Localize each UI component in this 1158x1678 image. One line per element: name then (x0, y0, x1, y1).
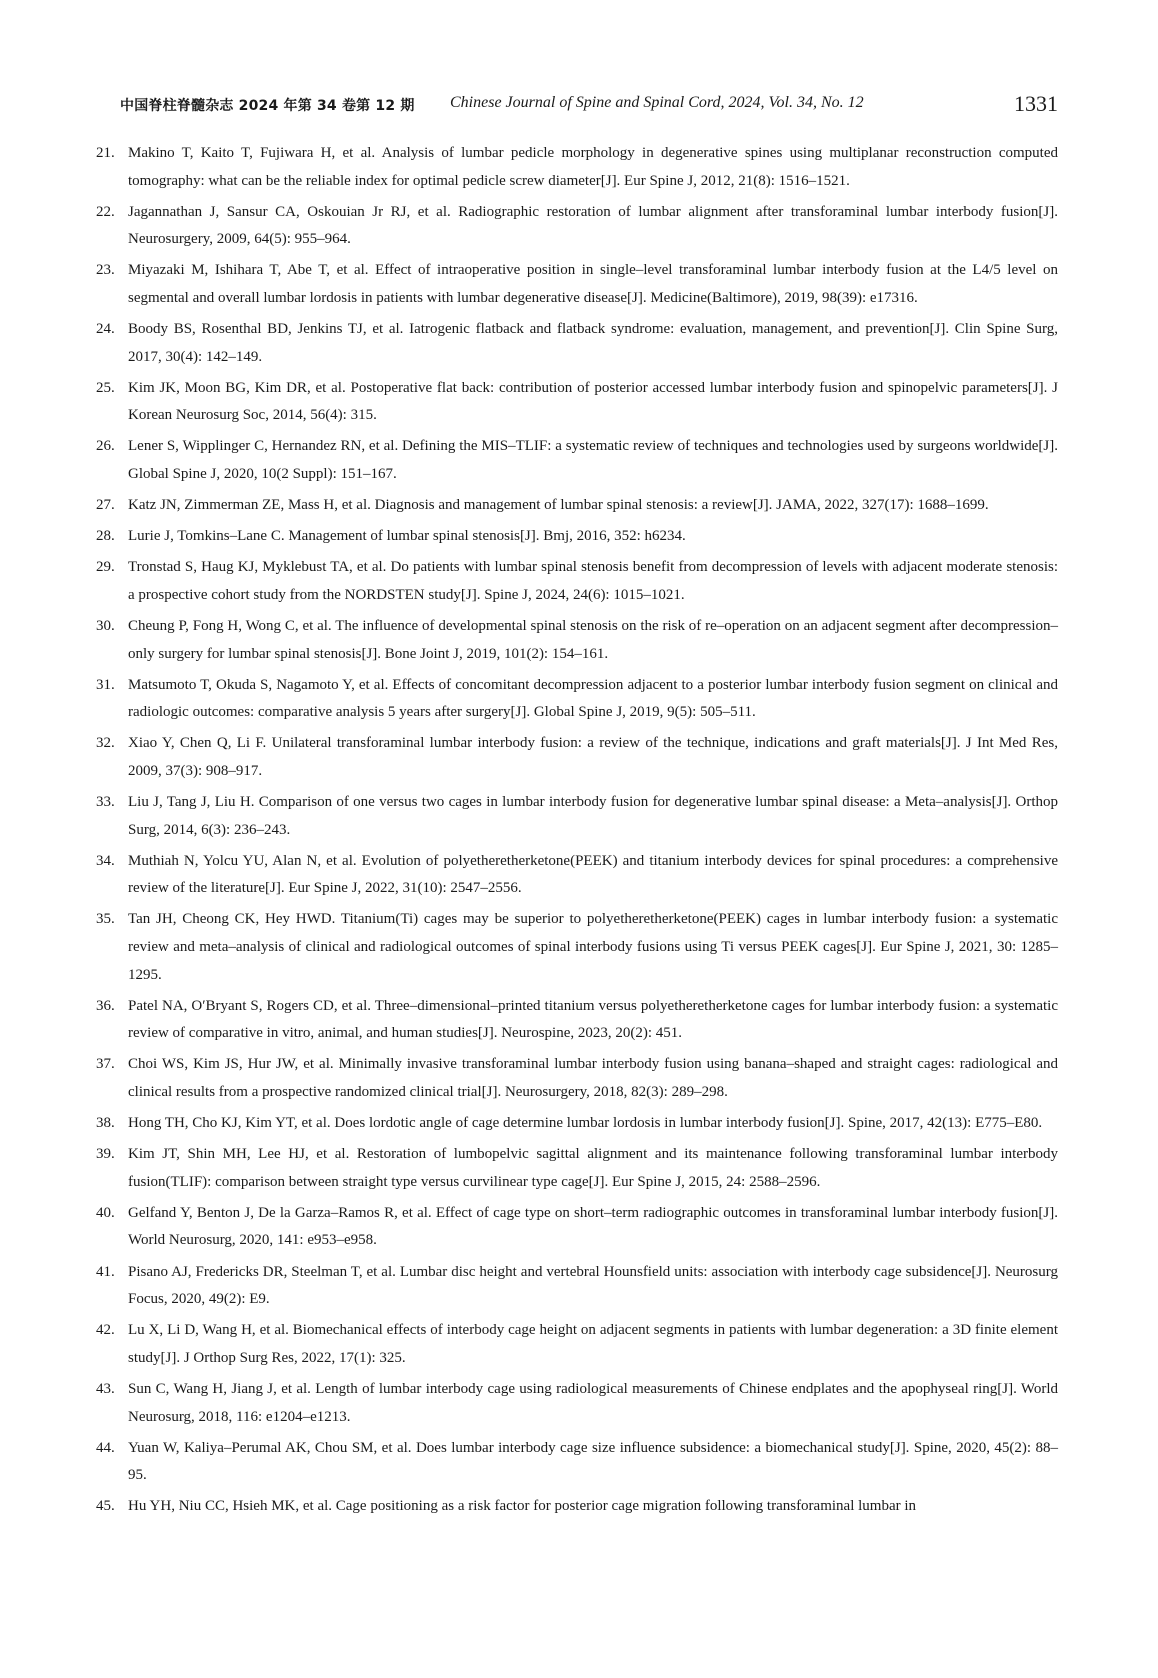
reference-text: Matsumoto T, Okuda S, Nagamoto Y, et al. Effects of concomitant decompression adjacent to a posterior lumbar interbody fusion segment on clinical and radiologic outcomes: comparative analysis 5 years after surgery[J]. Global Spine J, 2019, 9(5): 505–511. (128, 676, 1058, 721)
reference-text: Cheung P, Fong H, Wong C, et al. The influence of developmental spinal stenosis on the risk of re–operation on an adjacent segment after decompression–only surgery for lumbar spinal stenosis[J]. Bone Joint J, 2019, 101(2): 154–161. (128, 618, 1058, 662)
reference-number: 45. (96, 1498, 115, 1515)
reference-item (96, 1435, 1058, 1490)
reference-number: 32. (96, 735, 115, 752)
reference-number: 28. (96, 528, 115, 545)
reference-text: Jagannathan J, Sansur CA, Oskouian Jr RJ, et al. Radiographic restoration of lumbar alignment after transforaminal lumbar interbody fusion[J]. Neurosurgery, 2009, 64(5): 955–964. (128, 203, 1058, 248)
reference-text: Boody BS, Rosenthal BD, Jenkins TJ, et al. Iatrogenic flatback and flatback syndrome: evaluation, management, and prevention[J]. Clin Spine Surg, 2017, 30(4): 142–149. (128, 321, 1058, 365)
reference-text: Patel NA, O′Bryant S, Rogers CD, et al. Three–dimensional–printed titanium versus polyetheretherketone cages for lumbar interbody fusion: a systematic review of comparative in vitro, animal, and human studies[J]. Neurospine, 2023, 20(2): 451. (128, 997, 1058, 1042)
reference-number: 42. (96, 1322, 115, 1339)
reference-item (96, 523, 1058, 551)
reference-text: Gelfand Y, Benton J, De la Garza–Ramos R, et al. Effect of cage type on short–term radiographic outcomes in transforaminal lumbar interbody fusion[J]. World Neurosurg, 2020, 141: e953–e958. (128, 1204, 1058, 1249)
reference-number: 26. (96, 438, 115, 455)
reference-item (96, 1317, 1058, 1372)
reference-item (96, 199, 1058, 254)
reference-number: 36. (96, 997, 115, 1014)
reference-number: 31. (96, 676, 115, 693)
reference-item (96, 848, 1058, 903)
reference-text: Pisano AJ, Fredericks DR, Steelman T, et al. Lumbar disc height and vertebral Hounsfield units: association with interbody cage subsidence[J]. Neurosurg Focus, 2020, 49(2): E9. (128, 1263, 1058, 1308)
page-header (120, 93, 1058, 123)
reference-item (96, 492, 1058, 520)
reference-number: 41. (96, 1263, 115, 1280)
journal-title-chinese: 中国脊柱脊髓杂志 2024 年第 34 卷第 12 期 (120, 98, 415, 114)
reference-item (96, 993, 1058, 1048)
reference-text: Yuan W, Kaliya–Perumal AK, Chou SM, et al. Does lumbar interbody cage size influence subsidence: a biomechanical study[J]. Spine, 2020, 45(2): 88–95. (128, 1439, 1058, 1484)
reference-number: 22. (96, 203, 115, 220)
reference-text: Lener S, Wipplinger C, Hernandez RN, et al. Defining the MIS–TLIF: a systematic review of techniques and technologies used by surgeons worldwide[J]. Global Spine J, 2020, 10(2 Suppl): 151–167. (128, 438, 1058, 483)
journal-title-english: Chinese Journal of Spine and Spinal Cord, 2024, Vol. 34, No. 12 (450, 94, 864, 111)
reference-text: Xiao Y, Chen Q, Li F. Unilateral transforaminal lumbar interbody fusion: a review of the technique, indications and graft materials[J]. J Int Med Res, 2009, 37(3): 908–917. (128, 735, 1058, 779)
reference-text: Kim JK, Moon BG, Kim DR, et al. Postoperative flat back: contribution of posterior accessed lumbar interbody fusion and spinopelvic parameters[J]. J Korean Neurosurg Soc, 2014, 56(4): 315. (128, 379, 1058, 424)
reference-number: 37. (96, 1056, 115, 1073)
reference-item (96, 433, 1058, 488)
reference-number: 38. (96, 1115, 115, 1132)
reference-item (96, 1051, 1058, 1106)
reference-number: 35. (96, 911, 115, 928)
reference-text: Miyazaki M, Ishihara T, Abe T, et al. Effect of intraoperative position in single–level transforaminal lumbar interbody fusion at the L4/5 level on segmental and overall lumbar lordosis in patients with lumbar degenerative disease[J]. Medicine(Baltimore), 2019, 98(39): e17316. (128, 262, 1058, 306)
reference-number: 33. (96, 794, 115, 811)
reference-text: Muthiah N, Yolcu YU, Alan N, et al. Evolution of polyetheretherketone(PEEK) and titanium interbody devices for spinal procedures: a comprehensive review of the literature[J]. Eur Spine J, 2022, 31(10): 2547–2556. (128, 852, 1058, 897)
reference-item (96, 1493, 1058, 1521)
reference-number: 21. (96, 145, 115, 161)
reference-item (96, 789, 1058, 844)
reference-text: Liu J, Tang J, Liu H. Comparison of one versus two cages in lumbar interbody fusion for degenerative lumbar spinal disease: a Meta–analysis[J]. Orthop Surg, 2014, 6(3): 236–243. (128, 794, 1058, 838)
reference-number: 24. (96, 321, 115, 338)
reference-item (96, 730, 1058, 785)
reference-item (96, 257, 1058, 312)
reference-item (96, 906, 1058, 989)
reference-text: Hong TH, Cho KJ, Kim YT, et al. Does lordotic angle of cage determine lumbar lordosis in lumbar interbody fusion[J]. Spine, 2017, 42(13): E775–E80. (128, 1115, 1043, 1132)
reference-number: 39. (96, 1146, 115, 1163)
reference-item (96, 1259, 1058, 1314)
reference-item (96, 1110, 1058, 1138)
reference-item (96, 1200, 1058, 1255)
reference-text: Katz JN, Zimmerman ZE, Mass H, et al. Diagnosis and management of lumbar spinal stenosis: a review[J]. JAMA, 2022, 327(17): 1688–1699. (128, 497, 989, 514)
reference-text: Hu YH, Niu CC, Hsieh MK, et al. Cage positioning as a risk factor for posterior cage migration following transforaminal lumbar in (128, 1498, 917, 1515)
reference-item (96, 554, 1058, 609)
reference-item (96, 375, 1058, 430)
reference-text: Tan JH, Cheong CK, Hey HWD. Titanium(Ti) cages may be superior to polyetheretherketone(PEEK) cages in lumbar interbody fusion: a systematic review and meta–analysis of clinical and radiological outcomes of spinal interbody fusions using Ti versus PEEK cages[J]. Eur Spine J, 2021, 30: 1285–1295. (128, 911, 1058, 983)
reference-number: 44. (96, 1439, 115, 1456)
reference-number: 25. (96, 379, 115, 396)
reference-number: 30. (96, 618, 115, 634)
reference-list (96, 140, 1058, 1524)
page-number: 1331 (1014, 91, 1058, 116)
reference-number: 29. (96, 559, 115, 576)
reference-text: Choi WS, Kim JS, Hur JW, et al. Minimally invasive transforaminal lumbar interbody fusion using banana–shaped and straight cages: radiological and clinical results from a prospective randomized clinical trial[J]. Neurosurgery, 2018, 82(3): 289–298. (128, 1056, 1058, 1100)
reference-number: 40. (96, 1204, 115, 1221)
reference-item (96, 140, 1058, 195)
reference-text: Lurie J, Tomkins–Lane C. Management of lumbar spinal stenosis[J]. Bmj, 2016, 352: h6234. (128, 528, 686, 545)
reference-item (96, 672, 1058, 727)
reference-text: Lu X, Li D, Wang H, et al. Biomechanical effects of interbody cage height on adjacent segments in patients with lumbar degeneration: a 3D finite element study[J]. J Orthop Surg Res, 2022, 17(1): 325. (128, 1322, 1058, 1366)
reference-item (96, 1376, 1058, 1431)
reference-text: Kim JT, Shin MH, Lee HJ, et al. Restoration of lumbopelvic sagittal alignment and its maintenance following transforaminal lumbar interbody fusion(TLIF): comparison between straight type versus curvilinear type cage[J]. Eur Spine J, 2015, 24: 2588–2596. (128, 1146, 1058, 1190)
reference-item (96, 1141, 1058, 1196)
reference-item (96, 316, 1058, 371)
reference-text: Tronstad S, Haug KJ, Myklebust TA, et al. Do patients with lumbar spinal stenosis benefit from decompression of levels with adjacent moderate stenosis: a prospective cohort study from the NORDSTEN study[J]. Spine J, 2024, 24(6): 1015–1021. (128, 559, 1058, 603)
reference-item (96, 613, 1058, 668)
reference-number: 23. (96, 262, 115, 279)
reference-number: 34. (96, 852, 115, 869)
reference-number: 27. (96, 497, 115, 514)
reference-text: Makino T, Kaito T, Fujiwara H, et al. Analysis of lumbar pedicle morphology in degenerative spines using multiplanar reconstruction computed tomography: what can be the reliable index for optimal pedicle screw diameter[J]. Eur Spine J, 2012, 21(8): 1516–1521. (128, 145, 1058, 189)
reference-number: 43. (96, 1380, 115, 1397)
reference-text: Sun C, Wang H, Jiang J, et al. Length of lumbar interbody cage using radiological measurements of Chinese endplates and the apophyseal ring[J]. World Neurosurg, 2018, 116: e1204–e1213. (128, 1380, 1058, 1425)
